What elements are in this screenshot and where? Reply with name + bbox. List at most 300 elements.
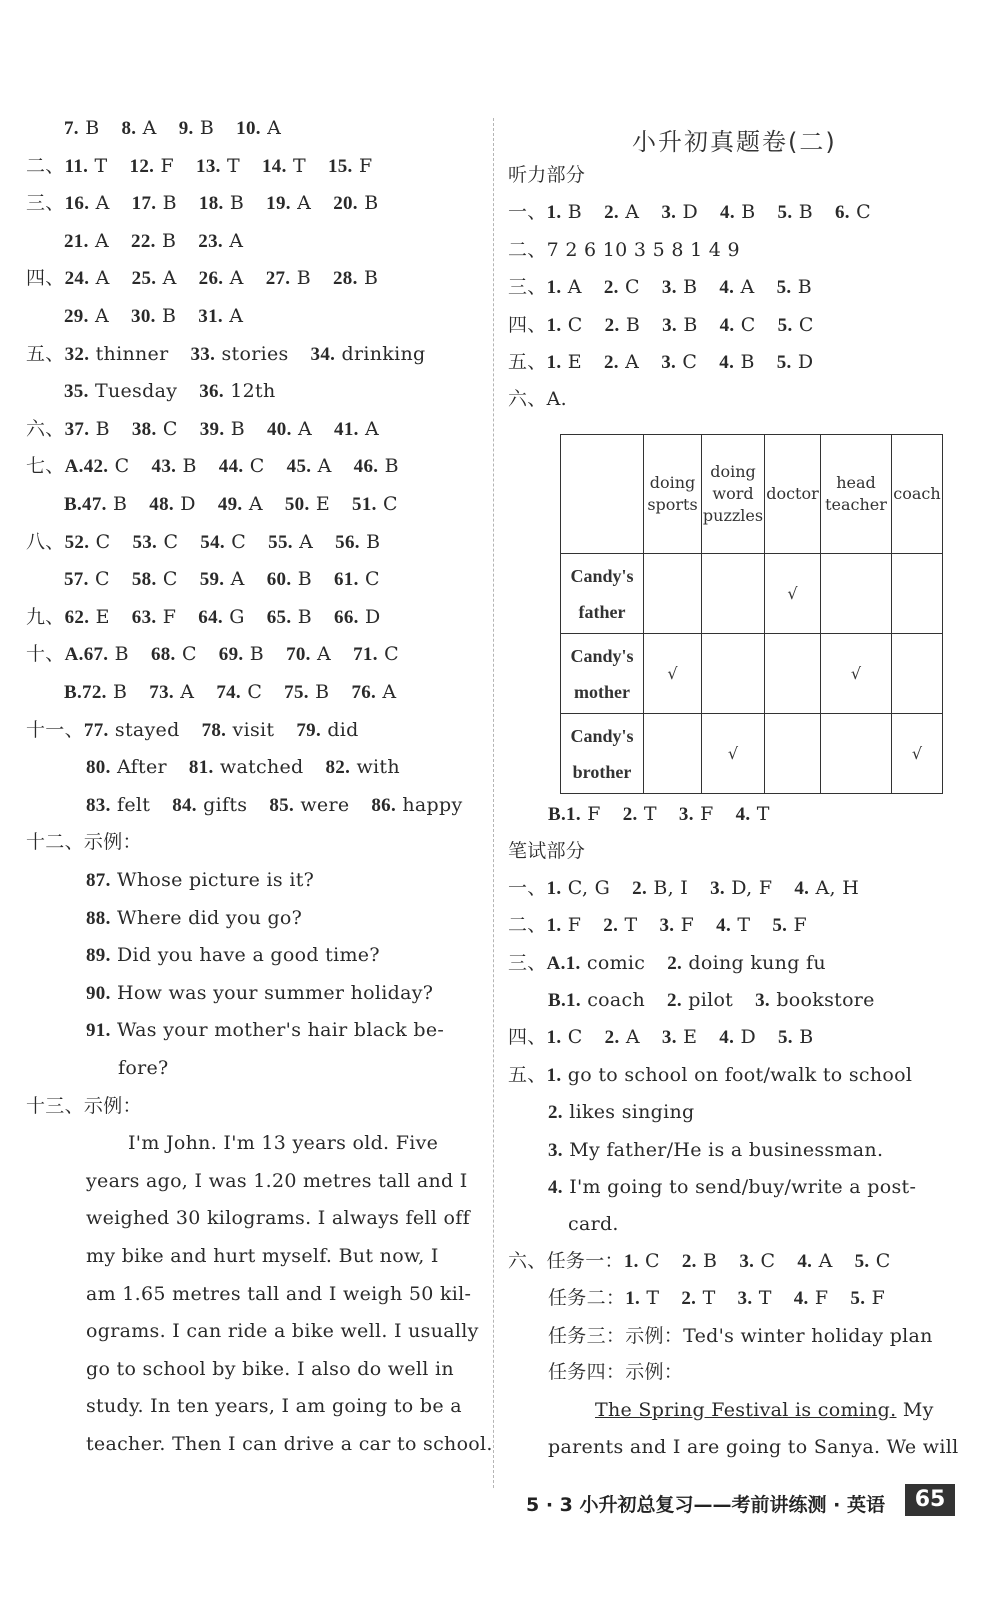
- item-text: C, G: [561, 877, 611, 899]
- item-number: 74.: [216, 682, 241, 703]
- item-text: How was your summer holiday?: [110, 981, 434, 1004]
- item-number: 6.: [834, 202, 850, 223]
- item-text: A: [89, 192, 110, 215]
- item-text: E: [676, 1026, 698, 1048]
- item-text: T: [286, 154, 306, 177]
- item-number: 4.: [797, 1251, 813, 1272]
- item-text: weighed 30 kilograms. I always fell off: [86, 1207, 470, 1230]
- answer-line: [548, 1323, 933, 1349]
- item-number: 16.: [64, 193, 90, 215]
- item-number: 2.: [622, 804, 638, 825]
- item-number: 2.: [632, 878, 647, 899]
- answer-line: [64, 491, 398, 518]
- item-number: 32.: [64, 343, 90, 365]
- item-number: 53.: [132, 531, 158, 553]
- item-text: A: [734, 276, 755, 298]
- item-text: B: [676, 314, 698, 336]
- item-number: 48.: [149, 494, 174, 515]
- item-text: 七、: [26, 455, 65, 478]
- item-number: 62.: [64, 606, 90, 628]
- item-number: 1.: [623, 1251, 639, 1272]
- item-text: 十三、示例：: [26, 1094, 142, 1117]
- check-cell: [644, 554, 702, 634]
- answer-line: [26, 529, 380, 556]
- item-text: A: [88, 305, 110, 327]
- item-text: B: [223, 192, 245, 215]
- answer-line: [86, 1168, 468, 1194]
- check-cell: √: [892, 714, 943, 794]
- item-text: drinking: [335, 342, 426, 365]
- item-text: B: [561, 201, 583, 223]
- item-number: 1.: [546, 202, 562, 223]
- item-number: 27.: [265, 268, 291, 290]
- item-number: A.: [546, 953, 566, 974]
- check-cell: √: [765, 554, 821, 634]
- item-number: 29.: [64, 306, 89, 327]
- item-number: 55.: [268, 531, 293, 553]
- item-text: B: [378, 455, 399, 478]
- item-number: 2.: [667, 990, 682, 1011]
- item-text: C: [240, 681, 263, 703]
- item-number: 46.: [353, 456, 379, 478]
- item-number: 14.: [261, 155, 287, 177]
- column-divider: [493, 118, 494, 1488]
- table-row: [561, 554, 943, 634]
- answer-line: [26, 604, 381, 631]
- item-number: 5.: [850, 1288, 866, 1309]
- item-text: C: [734, 314, 756, 336]
- check-cell: [821, 554, 892, 634]
- item-text: C: [89, 530, 111, 553]
- answer-line: [26, 153, 372, 180]
- item-text: Did you have a good time?: [110, 944, 380, 967]
- item-number: 86.: [371, 794, 397, 816]
- page-footer: 5 · 3 小升初总复习——考前讲练测 · 英语: [526, 1494, 885, 1516]
- item-number: 4.: [735, 804, 751, 825]
- item-number: B.: [64, 682, 83, 703]
- item-number: 81.: [188, 757, 214, 779]
- item-text: T: [640, 1287, 660, 1309]
- item-number: 22.: [131, 230, 156, 252]
- item-text: B: [359, 530, 381, 553]
- item-text: B: [734, 201, 756, 223]
- item-text: B: [792, 1026, 814, 1048]
- item-text: I'm John. I'm 13 years old. Five: [128, 1132, 439, 1155]
- item-number: 20.: [333, 193, 358, 215]
- row-label: Candy's mother: [561, 634, 644, 714]
- item-text: C: [676, 351, 698, 373]
- item-text: study. In ten years, I am going to be a: [86, 1395, 462, 1418]
- item-text: C: [243, 455, 265, 478]
- item-number: 56.: [335, 531, 360, 553]
- item-number: 36.: [199, 381, 224, 403]
- item-text: coach: [580, 989, 646, 1011]
- item-text: D: [734, 1026, 756, 1048]
- item-text: Where did you go?: [110, 906, 303, 929]
- item-number: 2.: [604, 1027, 620, 1048]
- check-cell: √: [821, 634, 892, 714]
- item-number: 1.: [546, 878, 562, 899]
- item-text: 二、: [508, 914, 547, 936]
- item-number: 21.: [64, 230, 89, 252]
- item-number: 73.: [149, 682, 174, 703]
- answer-line: [86, 1356, 454, 1382]
- item-number: 5.: [777, 202, 793, 223]
- item-number: 26.: [198, 268, 224, 290]
- answer-line: [86, 980, 433, 1007]
- item-text: stayed: [108, 718, 180, 741]
- item-text: 听力部分: [508, 164, 586, 186]
- answer-line: [26, 717, 359, 744]
- item-text: T: [88, 154, 108, 177]
- item-text: A: [173, 681, 195, 703]
- item-text: B: [243, 643, 265, 666]
- item-number: 80.: [86, 757, 111, 779]
- item-text: T: [618, 914, 638, 936]
- item-text: A: [292, 530, 314, 553]
- item-number: 33.: [190, 343, 216, 365]
- item-number: 69.: [218, 644, 244, 666]
- item-number: 25.: [131, 268, 157, 290]
- item-text: bookstore: [769, 989, 875, 1011]
- item-text: B: [155, 305, 177, 327]
- item-number: 3.: [661, 1027, 677, 1048]
- item-number: 59.: [199, 569, 225, 591]
- item-text: D: [676, 201, 699, 223]
- item-text: 六、任务一：: [508, 1250, 624, 1272]
- item-text: did: [321, 718, 359, 741]
- check-cell: √: [644, 634, 702, 714]
- item-number: 64.: [198, 606, 223, 628]
- item-text: A: [224, 568, 245, 591]
- item-text: 笔试部分: [508, 840, 586, 862]
- item-number: 37.: [64, 418, 90, 440]
- item-text: card.: [568, 1213, 619, 1235]
- table-corner: [561, 435, 644, 554]
- item-text: T: [637, 803, 657, 825]
- item-number: 42.: [83, 456, 109, 478]
- item-text: A: [618, 351, 640, 373]
- item-number: 76.: [351, 682, 377, 703]
- item-number: 67.: [83, 644, 109, 666]
- table-header-cell: doing word puzzles: [702, 435, 765, 554]
- answer-line: [548, 1174, 916, 1201]
- item-number: 2.: [603, 352, 619, 373]
- item-text: The Spring Festival is coming.: [595, 1399, 897, 1421]
- item-number: 1.: [546, 352, 562, 373]
- item-number: 83.: [86, 794, 111, 816]
- item-number: 1.: [546, 277, 562, 298]
- item-text: with: [350, 756, 400, 779]
- item-text: likes singing: [562, 1101, 695, 1123]
- item-text: D: [358, 605, 381, 628]
- item-text: B: [106, 493, 128, 515]
- item-text: B: [791, 276, 813, 298]
- item-number: 82.: [325, 757, 351, 779]
- item-text: B: [696, 1250, 718, 1272]
- item-text: 任务四：示例：: [548, 1361, 684, 1383]
- item-number: 88.: [86, 907, 111, 929]
- item-number: 90.: [86, 982, 111, 1004]
- item-text: My father/He is a businessman.: [562, 1139, 884, 1161]
- item-number: 4.: [793, 1288, 809, 1309]
- item-text: C: [869, 1250, 891, 1272]
- item-text: T: [750, 803, 770, 825]
- item-text: F: [580, 803, 601, 825]
- item-number: 40.: [266, 418, 292, 440]
- item-number: 4.: [548, 1177, 563, 1198]
- answer-line: [86, 1205, 470, 1231]
- answer-line: [508, 838, 585, 864]
- item-text: T: [731, 914, 751, 936]
- answer-line: [508, 912, 807, 939]
- item-text: C: [358, 568, 380, 591]
- item-number: 3.: [755, 990, 770, 1011]
- check-cell: √: [702, 714, 765, 794]
- item-number: 66.: [334, 606, 359, 628]
- item-number: 70.: [286, 644, 311, 666]
- item-text: 九、: [26, 605, 65, 628]
- item-text: C: [108, 455, 130, 478]
- answer-line: [86, 942, 380, 969]
- item-number: 47.: [82, 494, 107, 515]
- answer-line: [26, 265, 378, 292]
- item-text: E: [561, 351, 582, 373]
- item-text: ograms. I can ride a bike well. I usually: [86, 1320, 479, 1343]
- item-text: B: [676, 276, 698, 298]
- answer-line: [508, 950, 826, 977]
- check-cell: [702, 554, 765, 634]
- item-text: C: [224, 530, 247, 553]
- row-label: Candy's father: [561, 554, 644, 634]
- item-text: A: [358, 417, 380, 440]
- item-text: Whose picture is it?: [110, 869, 315, 891]
- item-text: 四、: [26, 267, 65, 290]
- item-text: T: [220, 154, 240, 177]
- item-text: am 1.65 metres tall and I weigh 50 kil-: [86, 1282, 472, 1305]
- answer-line: [508, 274, 812, 301]
- item-number: 1.: [546, 315, 562, 336]
- item-number: 3.: [710, 878, 725, 899]
- item-text: B: [308, 681, 330, 703]
- item-number: 4.: [719, 315, 735, 336]
- item-text: My: [896, 1399, 934, 1421]
- item-text: B: [155, 229, 177, 252]
- item-number: 4.: [719, 277, 735, 298]
- answer-line: [26, 1093, 142, 1119]
- table-row: [561, 714, 943, 794]
- item-number: 50.: [284, 494, 310, 515]
- item-number: 5.: [854, 1251, 870, 1272]
- item-number: 3.: [739, 1251, 755, 1272]
- item-text: A, H: [809, 877, 860, 899]
- item-text: fore?: [118, 1057, 169, 1079]
- item-number: 51.: [352, 494, 377, 515]
- item-text: visit: [226, 718, 275, 741]
- item-text: D, F: [724, 877, 773, 899]
- answer-line: [548, 801, 770, 828]
- item-text: 三、: [508, 276, 547, 298]
- page-number: 65: [905, 1484, 955, 1516]
- item-text: A: [89, 267, 110, 290]
- item-text: A: [561, 276, 582, 298]
- answer-line: [508, 312, 814, 339]
- answer-line: [548, 1137, 883, 1164]
- check-cell: [892, 634, 943, 714]
- item-text: 一、: [508, 201, 547, 223]
- item-text: A: [136, 117, 157, 139]
- item-text: gifts: [196, 793, 248, 816]
- item-text: C: [561, 314, 583, 336]
- item-number: 5.: [776, 352, 792, 373]
- item-text: A: [156, 267, 177, 290]
- item-number: 49.: [217, 494, 243, 515]
- table-header-cell: coach: [892, 435, 943, 554]
- answer-line: [86, 1017, 444, 1044]
- item-text: 十、: [26, 643, 65, 666]
- check-cell: [644, 714, 702, 794]
- answer-line: [64, 228, 243, 255]
- item-text: B: [290, 267, 311, 290]
- item-text: E: [309, 493, 331, 515]
- answer-line: [508, 162, 585, 188]
- item-number: 58.: [131, 569, 157, 591]
- item-text: C: [156, 417, 178, 440]
- row-label: Candy's brother: [561, 714, 644, 794]
- answer-line: [26, 341, 426, 368]
- check-cell: [765, 714, 821, 794]
- item-text: A: [223, 267, 244, 290]
- answer-line: [26, 190, 378, 217]
- item-number: A.: [64, 456, 84, 478]
- item-text: F: [865, 1287, 886, 1309]
- item-text: happy: [396, 793, 463, 816]
- answer-line: [128, 1130, 438, 1156]
- answer-line: [86, 905, 302, 932]
- item-text: Tuesday: [88, 380, 178, 403]
- item-number: 30.: [131, 306, 156, 327]
- answer-line: [26, 453, 399, 480]
- answer-line: [86, 1243, 439, 1269]
- item-text: 三、: [508, 952, 547, 974]
- item-text: D: [791, 351, 814, 373]
- item-text: G: [222, 605, 245, 628]
- item-number: 24.: [64, 268, 90, 290]
- item-number: 13.: [196, 155, 221, 177]
- item-number: 1.: [565, 953, 581, 974]
- item-text: 六、A.: [508, 388, 567, 410]
- item-text: B: [291, 605, 313, 628]
- item-text: parents and I are going to Sanya. We will: [548, 1436, 959, 1458]
- answer-line: [508, 875, 859, 902]
- item-text: F: [674, 914, 695, 936]
- item-text: A: [242, 493, 263, 515]
- item-number: 63.: [131, 606, 157, 628]
- item-text: watched: [213, 756, 304, 779]
- item-text: F: [561, 914, 582, 936]
- answer-line: [86, 1318, 479, 1344]
- answer-line: [64, 115, 281, 142]
- item-text: C: [376, 493, 398, 515]
- item-number: 4.: [716, 915, 732, 936]
- item-text: C: [561, 1026, 583, 1048]
- item-text: A: [310, 643, 332, 666]
- item-text: 三、: [26, 192, 65, 215]
- answer-line: [548, 1434, 959, 1460]
- answer-line: [568, 1211, 619, 1237]
- item-text: years ago, I was 1.20 metres tall and I: [86, 1169, 468, 1192]
- item-number: 28.: [332, 268, 358, 290]
- check-cell: [892, 554, 943, 634]
- item-text: B: [224, 417, 245, 440]
- answer-line: [26, 416, 379, 443]
- table-row: [561, 634, 943, 714]
- answer-line: [508, 1248, 891, 1275]
- item-number: 39.: [199, 418, 225, 440]
- item-text: B: [291, 568, 312, 591]
- item-text: go to school by bike. I also do well in: [86, 1357, 454, 1380]
- item-number: 1.: [625, 1288, 641, 1309]
- item-number: 1.: [566, 804, 581, 825]
- item-text: B: [106, 681, 128, 703]
- item-text: F: [156, 605, 177, 628]
- item-number: 1.: [566, 990, 581, 1011]
- item-text: 任务三：示例：Ted's winter holiday plan: [548, 1325, 933, 1347]
- answer-line: [508, 1024, 813, 1051]
- item-number: 1.: [546, 1065, 562, 1086]
- item-number: 79.: [296, 719, 321, 741]
- item-number: 34.: [310, 343, 336, 365]
- answer-grid-table: [560, 434, 943, 794]
- answer-line: [64, 566, 380, 593]
- item-number: 2.: [603, 915, 619, 936]
- item-text: C: [156, 568, 178, 591]
- item-text: thinner: [89, 342, 169, 365]
- item-number: 41.: [334, 418, 359, 440]
- item-text: 四、: [508, 1026, 547, 1048]
- item-number: 8.: [121, 118, 137, 139]
- item-number: 3.: [678, 804, 694, 825]
- item-number: 5.: [776, 277, 792, 298]
- check-cell: [765, 634, 821, 714]
- item-text: B, I: [647, 877, 689, 899]
- item-text: felt: [110, 793, 151, 816]
- section-title: 小升初真题卷(二): [632, 128, 837, 156]
- check-cell: [702, 634, 765, 714]
- answer-line: [86, 792, 463, 819]
- item-text: B: [176, 455, 197, 478]
- item-number: 12.: [129, 155, 155, 177]
- item-text: F: [787, 914, 808, 936]
- item-text: C: [157, 530, 179, 553]
- item-number: 57.: [64, 569, 89, 591]
- item-text: doing kung fu: [682, 952, 826, 974]
- item-number: B.: [548, 804, 567, 825]
- item-number: 2.: [667, 953, 683, 974]
- item-number: 11.: [64, 155, 89, 177]
- answer-line: [508, 1062, 912, 1089]
- item-text: B: [734, 351, 755, 373]
- item-number: 19.: [266, 193, 291, 215]
- item-number: 72.: [82, 682, 107, 703]
- item-text: After: [110, 756, 167, 779]
- item-text: my bike and hurt myself. But now, I: [86, 1245, 439, 1267]
- item-number: 38.: [131, 418, 157, 440]
- item-number: 3.: [661, 202, 677, 223]
- item-text: B: [89, 417, 110, 440]
- item-text: F: [693, 803, 714, 825]
- item-text: A: [291, 417, 313, 440]
